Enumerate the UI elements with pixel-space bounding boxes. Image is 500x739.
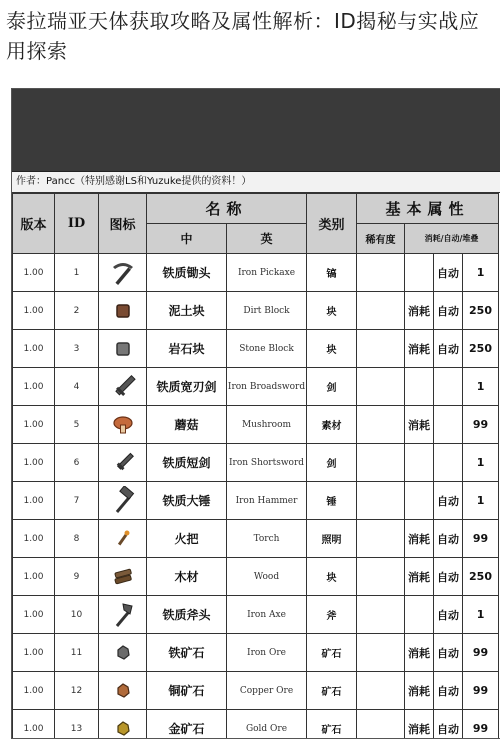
row-icon (99, 368, 147, 406)
row-name-zh: 金矿石 (147, 710, 227, 739)
row-consume: 消耗 (405, 520, 434, 558)
row-id: 10 (55, 596, 99, 634)
row-icon (99, 254, 147, 292)
row-auto: 自动 (434, 596, 463, 634)
iron-ore-icon (99, 638, 146, 668)
row-name-zh: 铁矿石 (147, 634, 227, 672)
row-id: 8 (55, 520, 99, 558)
row-category: 块 (307, 330, 357, 368)
row-consume: 消耗 (405, 330, 434, 368)
table-row (13, 444, 499, 482)
shortsword-icon (99, 448, 146, 478)
table-row (13, 710, 499, 739)
header-basic-attrs: 基本属性 (357, 194, 499, 224)
row-stack: 1 (463, 444, 499, 482)
row-id: 5 (55, 406, 99, 444)
row-name-zh: 铁质宽刃剑 (147, 368, 227, 406)
header-name-en: 英 (227, 224, 307, 254)
row-id: 13 (55, 710, 99, 739)
row-consume (405, 368, 434, 406)
row-name-zh: 火把 (147, 520, 227, 558)
row-stack: 250 (463, 558, 499, 596)
row-stack: 99 (463, 406, 499, 444)
row-id: 1 (55, 254, 99, 292)
item-table (12, 193, 499, 739)
row-category: 斧 (307, 596, 357, 634)
row-name-en: Dirt Block (227, 292, 307, 330)
row-name-zh: 铜矿石 (147, 672, 227, 710)
row-rarity (357, 710, 405, 739)
row-version: 1.00 (13, 254, 55, 292)
row-icon (99, 482, 147, 520)
row-name-zh: 木材 (147, 558, 227, 596)
row-category: 素材 (307, 406, 357, 444)
row-icon (99, 444, 147, 482)
row-category: 矿石 (307, 672, 357, 710)
table-row (13, 330, 499, 368)
row-name-en: Wood (227, 558, 307, 596)
row-rarity (357, 368, 405, 406)
row-name-en: Mushroom (227, 406, 307, 444)
row-name-en: Iron Axe (227, 596, 307, 634)
row-auto: 自动 (434, 482, 463, 520)
table-row (13, 406, 499, 444)
table-row (13, 520, 499, 558)
row-name-zh: 蘑菇 (147, 406, 227, 444)
row-consume: 消耗 (405, 406, 434, 444)
row-name-zh: 泥土块 (147, 292, 227, 330)
row-category: 锤 (307, 482, 357, 520)
copper-ore-icon (99, 676, 146, 706)
row-version: 1.00 (13, 596, 55, 634)
header-category: 类别 (307, 194, 357, 254)
row-category: 矿石 (307, 710, 357, 739)
row-stack: 250 (463, 292, 499, 330)
row-stack: 1 (463, 482, 499, 520)
header-id: ID (55, 194, 99, 254)
row-stack: 1 (463, 368, 499, 406)
table-row (13, 254, 499, 292)
row-auto: 自动 (434, 672, 463, 710)
row-id: 2 (55, 292, 99, 330)
row-stack: 250 (463, 330, 499, 368)
row-id: 9 (55, 558, 99, 596)
row-consume: 消耗 (405, 634, 434, 672)
row-rarity (357, 596, 405, 634)
row-rarity (357, 444, 405, 482)
row-icon (99, 520, 147, 558)
row-version: 1.00 (13, 558, 55, 596)
broadsword-icon (99, 372, 146, 402)
row-consume (405, 482, 434, 520)
wood-icon (99, 562, 146, 592)
row-rarity (357, 672, 405, 710)
row-version: 1.00 (13, 368, 55, 406)
row-id: 4 (55, 368, 99, 406)
row-name-en: Torch (227, 520, 307, 558)
row-name-en: Stone Block (227, 330, 307, 368)
row-auto: 自动 (434, 330, 463, 368)
item-rows (13, 254, 499, 739)
row-version: 1.00 (13, 330, 55, 368)
row-category: 矿石 (307, 634, 357, 672)
row-name-en: Iron Hammer (227, 482, 307, 520)
row-version: 1.00 (13, 710, 55, 739)
row-category: 照明 (307, 520, 357, 558)
row-auto: 自动 (434, 292, 463, 330)
row-icon (99, 558, 147, 596)
sheet-banner (12, 89, 500, 172)
row-auto: 自动 (434, 558, 463, 596)
table-row (13, 634, 499, 672)
row-icon (99, 330, 147, 368)
row-rarity (357, 406, 405, 444)
row-version: 1.00 (13, 292, 55, 330)
row-stack: 99 (463, 634, 499, 672)
row-consume (405, 596, 434, 634)
row-stack: 1 (463, 596, 499, 634)
row-consume: 消耗 (405, 558, 434, 596)
row-auto: 自动 (434, 634, 463, 672)
row-auto: 自动 (434, 520, 463, 558)
row-name-zh: 铁质短剑 (147, 444, 227, 482)
author-note: 作者：Pancc（特别感谢LS和Yuzuke提供的资料！） (12, 172, 500, 193)
row-name-zh: 铁质大锤 (147, 482, 227, 520)
row-stack: 99 (463, 672, 499, 710)
row-category: 剑 (307, 368, 357, 406)
row-icon (99, 634, 147, 672)
row-rarity (357, 634, 405, 672)
row-name-en: Gold Ore (227, 710, 307, 739)
row-category: 镐 (307, 254, 357, 292)
table-row (13, 672, 499, 710)
row-name-en: Iron Shortsword (227, 444, 307, 482)
pickaxe-icon (99, 258, 146, 288)
row-consume: 消耗 (405, 710, 434, 739)
item-id-sheet (11, 88, 500, 739)
row-name-zh: 岩石块 (147, 330, 227, 368)
table-row (13, 292, 499, 330)
gold-ore-icon (99, 714, 146, 739)
table-row (13, 368, 499, 406)
row-rarity (357, 558, 405, 596)
row-version: 1.00 (13, 444, 55, 482)
article-title: 泰拉瑞亚天体获取攻略及属性解析：ID揭秘与实战应用探索 (6, 6, 496, 66)
row-auto (434, 368, 463, 406)
row-auto: 自动 (434, 254, 463, 292)
row-id: 12 (55, 672, 99, 710)
row-rarity (357, 330, 405, 368)
table-row (13, 596, 499, 634)
header-consume-auto-stack: 消耗/自动/堆叠 (405, 224, 499, 254)
row-name-zh: 铁质斧头 (147, 596, 227, 634)
row-icon (99, 596, 147, 634)
header-name: 名称 (147, 194, 307, 224)
torch-icon (99, 524, 146, 554)
row-auto (434, 406, 463, 444)
row-auto: 自动 (434, 710, 463, 739)
row-rarity (357, 292, 405, 330)
row-version: 1.00 (13, 406, 55, 444)
row-icon (99, 406, 147, 444)
row-consume (405, 444, 434, 482)
row-category: 块 (307, 558, 357, 596)
row-name-en: Iron Broadsword (227, 368, 307, 406)
row-auto (434, 444, 463, 482)
row-consume: 消耗 (405, 672, 434, 710)
header-rarity: 稀有度 (357, 224, 405, 254)
row-icon (99, 710, 147, 739)
row-stack: 1 (463, 254, 499, 292)
row-icon (99, 292, 147, 330)
row-rarity (357, 254, 405, 292)
row-name-en: Iron Ore (227, 634, 307, 672)
row-stack: 99 (463, 710, 499, 739)
stone-block-icon (99, 334, 146, 364)
row-rarity (357, 482, 405, 520)
row-version: 1.00 (13, 634, 55, 672)
header-version: 版本 (13, 194, 55, 254)
row-category: 块 (307, 292, 357, 330)
row-name-zh: 铁质锄头 (147, 254, 227, 292)
axe-icon (99, 600, 146, 630)
row-id: 3 (55, 330, 99, 368)
row-category: 剑 (307, 444, 357, 482)
hammer-icon (99, 486, 146, 516)
row-consume: 消耗 (405, 292, 434, 330)
row-icon (99, 672, 147, 710)
header-icon: 图标 (99, 194, 147, 254)
row-id: 11 (55, 634, 99, 672)
table-row (13, 482, 499, 520)
row-consume (405, 254, 434, 292)
table-row (13, 558, 499, 596)
row-name-en: Iron Pickaxe (227, 254, 307, 292)
row-id: 6 (55, 444, 99, 482)
dirt-block-icon (99, 296, 146, 326)
row-version: 1.00 (13, 520, 55, 558)
row-id: 7 (55, 482, 99, 520)
row-version: 1.00 (13, 672, 55, 710)
mushroom-icon (99, 410, 146, 440)
row-version: 1.00 (13, 482, 55, 520)
row-rarity (357, 520, 405, 558)
row-name-en: Copper Ore (227, 672, 307, 710)
row-stack: 99 (463, 520, 499, 558)
header-name-zh: 中 (147, 224, 227, 254)
